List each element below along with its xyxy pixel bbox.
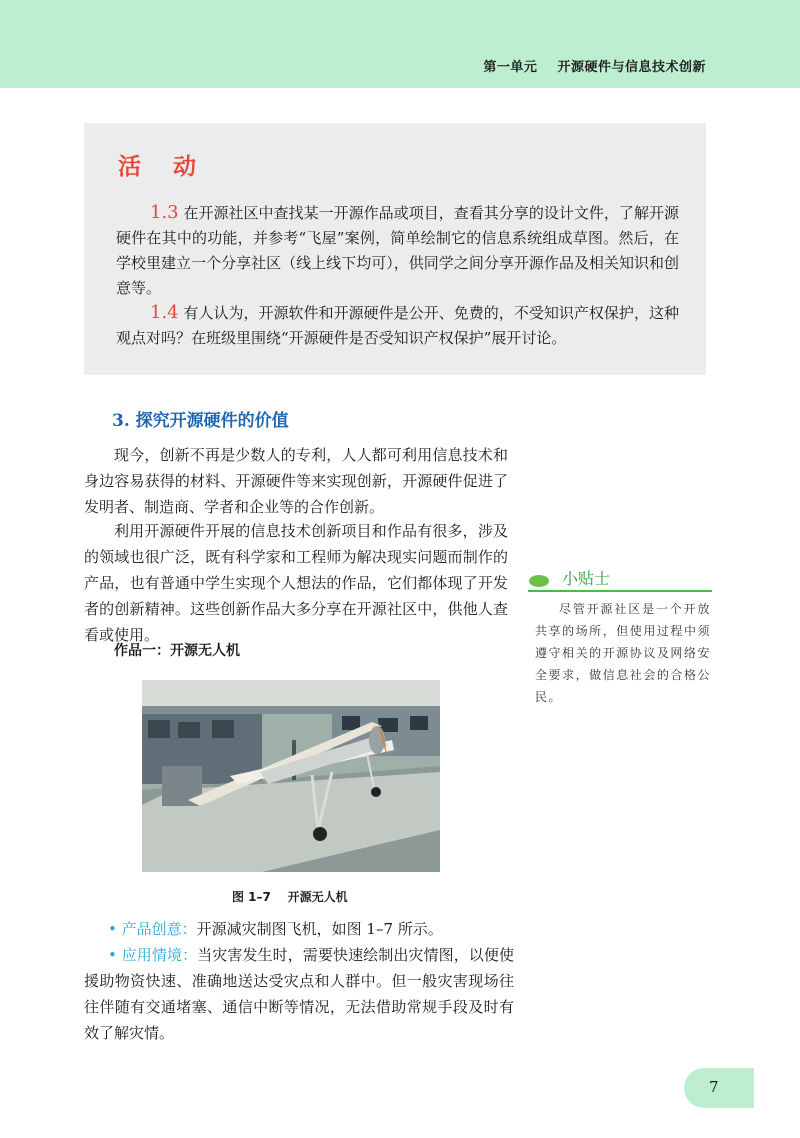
activity-item-number: 1.3 <box>150 202 179 223</box>
figure-caption: 图 1–7 开源无人机 <box>232 890 348 904</box>
bullet-label: 产品创意： <box>121 920 197 938</box>
section-title: 3. 探究开源硬件的价值 <box>112 411 289 431</box>
activity-heading: 活 动 <box>118 154 209 180</box>
page-number-tab <box>684 1068 754 1108</box>
leaf-icon <box>528 573 550 587</box>
body-paragraph: 现今，创新不再是少数人的专利，人人都可利用信息技术和身边容易获得的材料、开源硬件等来实现创新，开源硬件促进了发明者、制造商、学者和企业等的合作创新。 <box>84 446 508 516</box>
tip-title: 小贴士 <box>562 569 611 588</box>
activity-item-text: 有人认为，开源软件和开源硬件是公开、免费的，不受知识产权保护，这种观点对吗？在班级里围绕“开源硬件是否受知识产权保护”展开讨论。 <box>116 304 679 347</box>
bullet-dot-icon: • <box>108 946 117 964</box>
bullet-text: 开源减灾制图飞机，如图 1–7 所示。 <box>196 920 443 938</box>
bullet-item <box>84 942 514 1046</box>
tip-text: 尽管开源社区是一个开放共享的场所，但使用过程中须遵守相关的开源协议及网络安全要求，做信息社会的合格公民。 <box>535 602 711 704</box>
page-number: 7 <box>709 1078 719 1096</box>
activity-item-number: 1.4 <box>150 302 179 323</box>
activity-item-text: 在开源社区中查找某一开源作品或项目，查看其分享的设计文件，了解开源硬件在其中的功能，并参考“飞屋”案例，简单绘制它的信息系统组成草图。然后，在学校里建立一个分享社区（线上线下均可），供同学之间分享开源作品及相关知识和创意等。 <box>116 204 679 297</box>
bullet-label: 应用情境： <box>121 946 198 964</box>
bullet-dot-icon: • <box>108 920 117 938</box>
bullet-text: 当灾害发生时，需要快速绘制出灾情图，以便使援助物资快速、准确地送达受灾点和人群中。但一般灾害现场往往伴随有交通堵塞、通信中断等情况，无法借助常规手段及时有效了解灾情。 <box>84 946 514 1042</box>
activity-item <box>116 300 679 351</box>
activity-item <box>116 200 679 301</box>
drone-photo <box>142 680 440 872</box>
bullet-item <box>84 916 514 942</box>
body-paragraph: 利用开源硬件开展的信息技术创新项目和作品有很多，涉及的领域也很广泛，既有科学家和工程师为解决现实问题而制作的产品，也有普通中学生实现个人想法的作品，它们都体现了开发者的创新精神。这些创新作品大多分享在开源社区中，供他人查看或使用。 <box>84 522 508 644</box>
drone-illustration <box>142 680 440 872</box>
work-label: 作品一：开源无人机 <box>114 643 240 659</box>
unit-title: 第一单元 开源硬件与信息技术创新 <box>483 60 706 75</box>
tip-divider <box>528 590 712 592</box>
